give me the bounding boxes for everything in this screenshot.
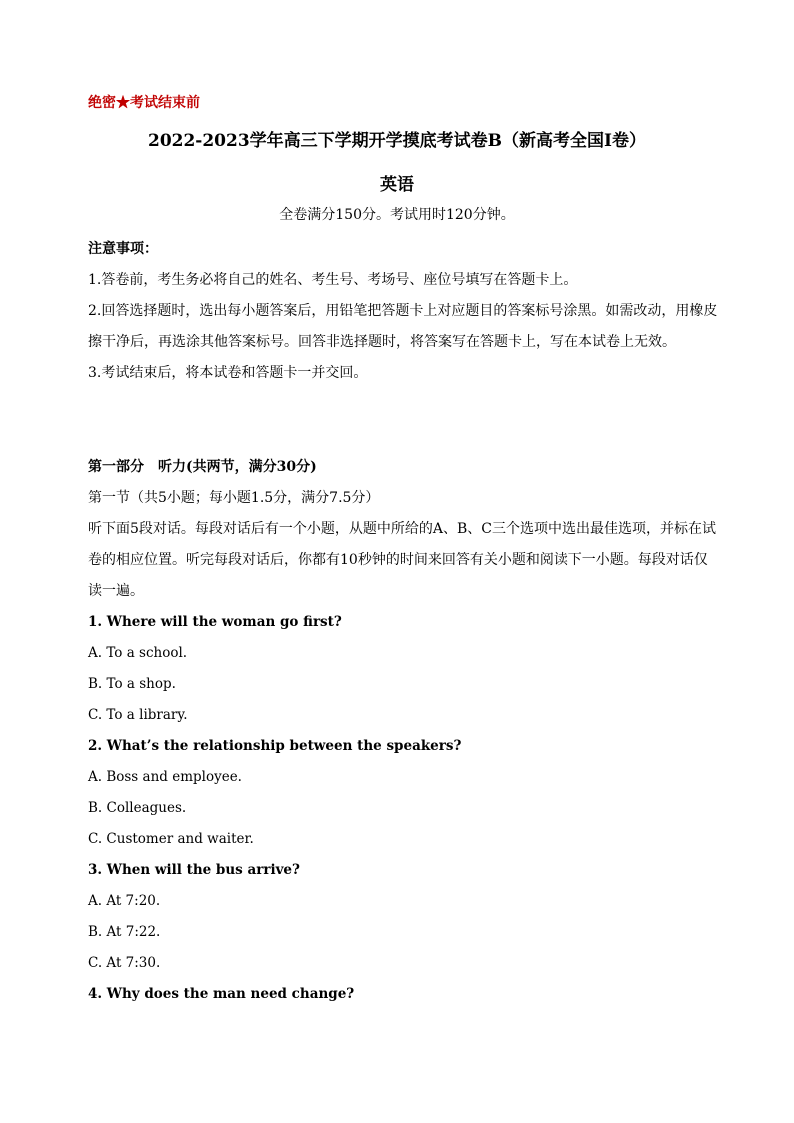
question-3-option-a: A. At 7:20. xyxy=(88,893,161,909)
section1-heading: 第一节（共5小题；每小题1.5分，满分7.5分） xyxy=(88,490,380,506)
section1-instructions: 听下面5段对话。每段对话后有一个小题，从题中所给的A、B、C三个选项中选出最佳选项，并标在试卷的相应位置。听完每段对话后，你都有10秒钟的时间来回答有关小题和阅读下一小题。每段对话仅读一遍。 xyxy=(88,521,717,599)
part1-section xyxy=(88,452,718,1010)
notice-item-2: 2.回答选择题时，选出每小题答案后，用铅笔把答题卡上对应题目的答案标号涂黑。如需改动，用橡皮擦干净后，再选涂其他答案标号。回答非选择题时，将答案写在答题卡上，写在本试卷上无效。 xyxy=(88,303,718,350)
notice-item-1: 1.答卷前，考生务必将自己的姓名、考生号、考场号、座位号填写在答题卡上。 xyxy=(88,272,578,288)
question-1-option-c: C. To a library. xyxy=(88,707,188,723)
question-1-stem: 1. Where will the woman go first? xyxy=(88,614,342,630)
notice-heading: 注意事项： xyxy=(88,241,158,257)
question-3-option-c: C. At 7:30. xyxy=(88,955,161,971)
notice-section xyxy=(88,234,718,389)
question-2-option-b: B. Colleagues. xyxy=(88,800,187,816)
question-3-option-b: B. At 7:22. xyxy=(88,924,161,940)
question-1-option-a: A. To a school. xyxy=(88,645,188,661)
question-2-option-a: A. Boss and employee. xyxy=(88,769,242,785)
confidential-label: 绝密★考试结束前 xyxy=(88,95,200,111)
question-2-option-c: C. Customer and waiter. xyxy=(88,831,254,847)
question-2-stem: 2. What’s the relationship between the speakers? xyxy=(88,738,462,754)
exam-meta: 全卷满分150分。考试用时120分钟。 xyxy=(279,207,515,223)
question-3-stem: 3. When will the bus arrive? xyxy=(88,862,300,878)
question-4-stem: 4. Why does the man need change? xyxy=(88,986,355,1002)
part1-heading: 第一部分 听力(共两节，满分30分) xyxy=(88,459,317,475)
exam-title: 2022-2023学年高三下学期开学摸底考试卷B（新高考全国I卷） xyxy=(147,131,646,151)
question-1-option-b: B. To a shop. xyxy=(88,676,176,692)
subject-title: 英语 xyxy=(380,175,414,195)
notice-item-3: 3.考试结束后，将本试卷和答题卡一并交回。 xyxy=(88,365,368,381)
